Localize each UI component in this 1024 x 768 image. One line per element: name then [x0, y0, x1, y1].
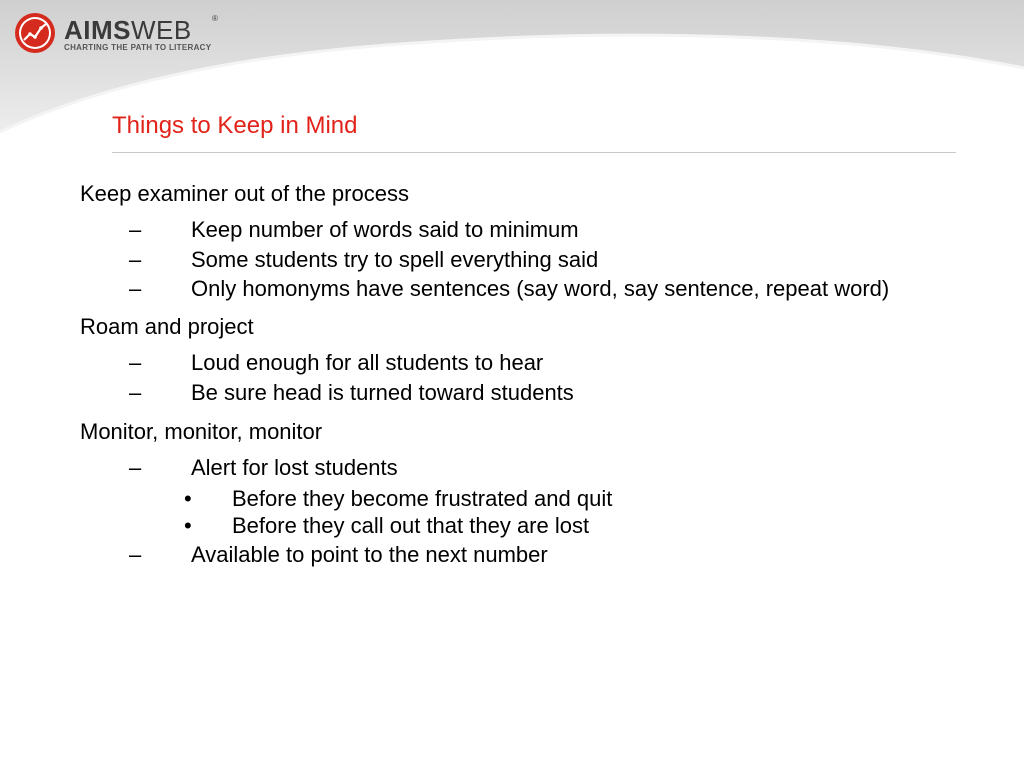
list-item-text: Keep number of words said to minimum: [191, 217, 579, 242]
list-item: [80, 217, 960, 243]
list-item-text: Loud enough for all students to hear: [191, 350, 544, 375]
list-item: [80, 277, 960, 301]
sub-list-item: [80, 485, 960, 512]
logo-name-light: WEB: [131, 15, 192, 45]
dash-marker: –: [129, 276, 142, 301]
bullet-marker: •: [184, 513, 192, 538]
sub-list-item-text: Before they become frustrated and quit: [232, 486, 613, 511]
logo-wordmark: [64, 16, 192, 44]
list-item: [80, 350, 960, 376]
list-item: [80, 380, 960, 406]
section-heading: Keep examiner out of the process: [80, 181, 409, 206]
list-item: [80, 542, 960, 568]
slide-title: Things to Keep in Mind: [112, 112, 358, 139]
dash-marker: –: [129, 455, 142, 480]
slide-content: [80, 181, 960, 581]
section-heading: Monitor, monitor, monitor: [80, 419, 323, 444]
list-item-text: Some students try to spell everything said: [191, 247, 599, 272]
section-roam: [80, 314, 960, 406]
dash-marker: –: [129, 217, 142, 242]
list-item-text: Be sure head is turned toward students: [191, 380, 574, 405]
list-item: [80, 455, 960, 481]
section-examiner: [80, 181, 960, 301]
dash-marker: –: [129, 247, 142, 272]
dash-marker: –: [129, 350, 142, 375]
section-monitor: [80, 419, 960, 568]
aimsweb-logo: [14, 12, 244, 58]
registered-mark: ®: [212, 14, 218, 23]
section-heading: Roam and project: [80, 314, 254, 339]
dash-marker: –: [129, 542, 142, 567]
logo-chart-icon: [14, 12, 56, 54]
list-item: [80, 247, 960, 273]
logo-tagline: CHARTING THE PATH TO LITERACY: [64, 43, 212, 52]
list-item-text: Alert for lost students: [191, 455, 398, 480]
list-item-text: Only homonyms have sentences (say word, say sentence, repeat word): [191, 276, 890, 301]
list-item-text: Available to point to the next number: [191, 542, 548, 567]
sub-list-item: [80, 512, 960, 539]
dash-marker: –: [129, 380, 142, 405]
bullet-marker: •: [184, 486, 192, 511]
logo-name-strong: AIMS: [64, 15, 131, 45]
title-divider: [112, 152, 956, 153]
sub-list-item-text: Before they call out that they are lost: [232, 513, 590, 538]
